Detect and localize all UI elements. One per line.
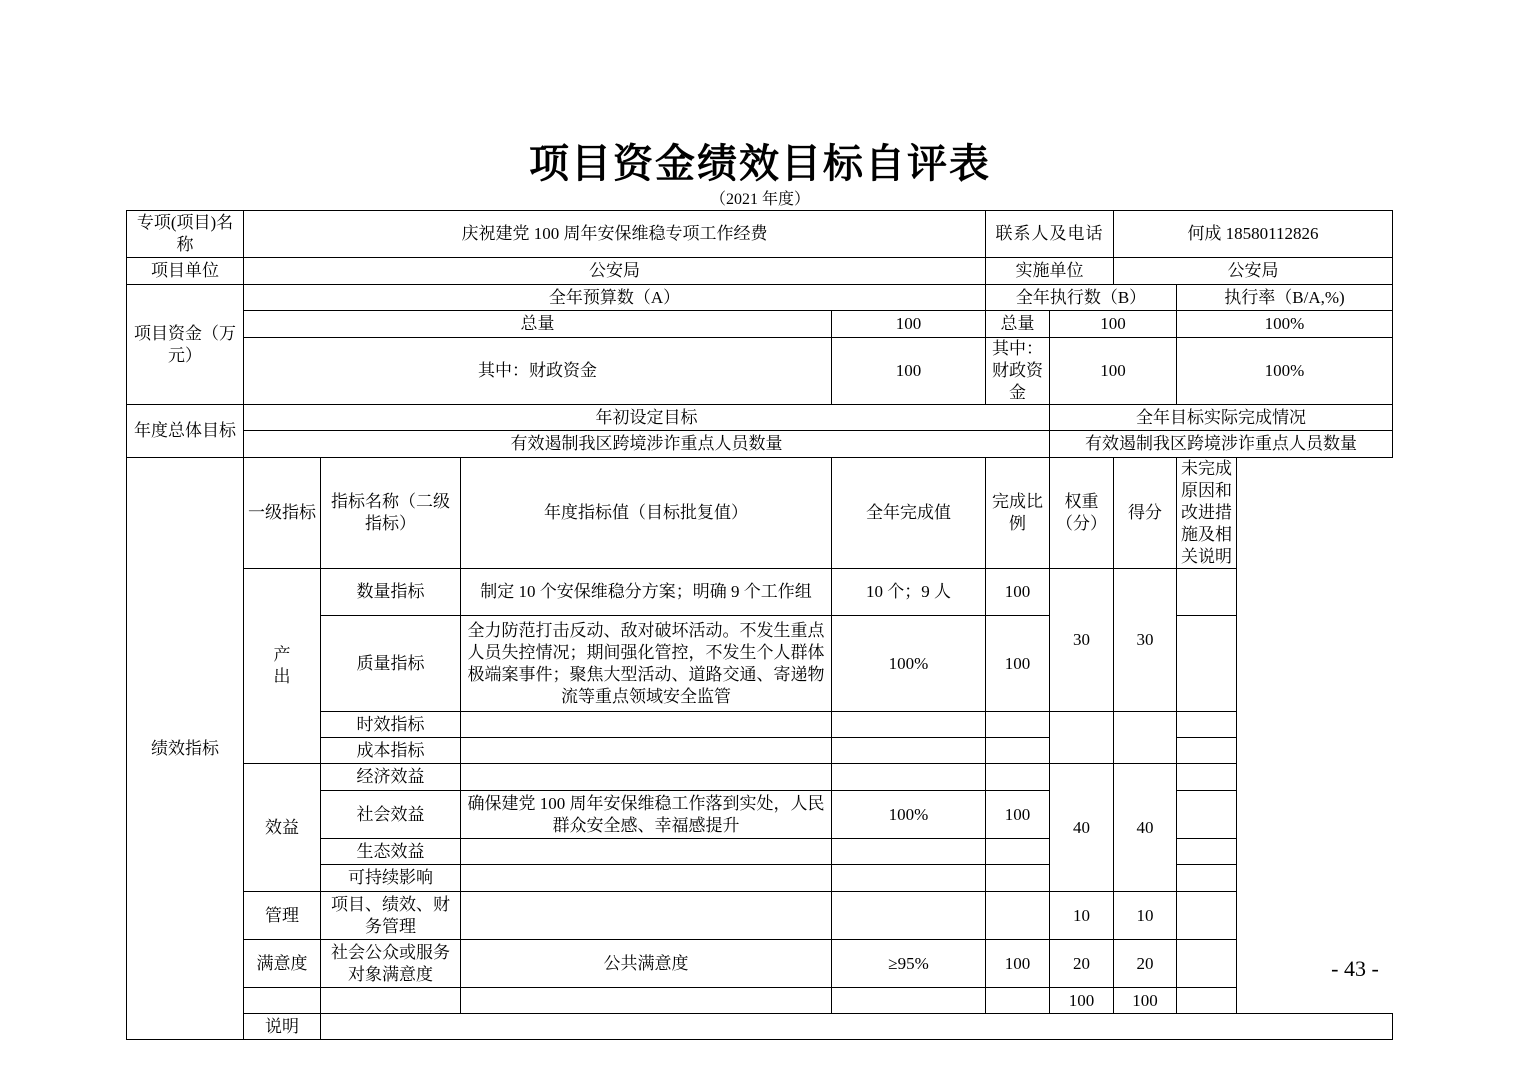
indicator-score: 20 [1114,940,1177,988]
indicator-weight: 20 [1050,940,1114,988]
indicator-ratio [986,738,1050,764]
total-score: 100 [1114,988,1177,1014]
totals-empty [321,988,461,1014]
goals-header-row [127,405,1393,431]
benefit-weight: 40 [1050,764,1114,892]
indicator-reason [1177,738,1237,764]
indicator-target [461,738,832,764]
rate-label: 执行率（B/A,%) [1177,285,1393,311]
group-output: 产出 [244,569,321,764]
header-level2: 指标名称（二级指标） [321,458,461,569]
indicator-ratio: 100 [986,940,1050,988]
exec-total-label: 总量 [986,311,1050,338]
table-row [127,892,1393,940]
indicator-score [1114,712,1177,764]
indicator-reason [1177,712,1237,738]
indicator-name: 经济效益 [321,764,461,791]
indicator-done: 100% [832,791,986,839]
page-title: 项目资金绩效目标自评表 [529,140,991,187]
group-benefit: 效益 [244,764,321,892]
header-score: 得分 [1114,458,1177,569]
totals-row [127,988,1393,1014]
goals-actual-label: 全年目标实际完成情况 [1050,405,1393,431]
project-unit-row [127,258,1393,285]
group-satisfaction: 满意度 [244,940,321,988]
table-row [127,569,1393,616]
budget-total-value: 100 [832,311,986,338]
impl-unit-label: 实施单位 [986,258,1114,285]
totals-empty [461,988,832,1014]
exec-label: 全年执行数（B） [986,285,1177,311]
indicator-name: 生态效益 [321,839,461,865]
project-name-row [127,211,1393,258]
notes-value [321,1014,1393,1040]
header-weight: 权重（分） [1050,458,1114,569]
contact-value: 何成 18580112826 [1114,211,1393,258]
funds-header-row [127,285,1393,311]
project-name-value: 庆祝建党 100 周年安保维稳专项工作经费 [244,211,986,258]
indicator-target [461,839,832,865]
table-row [127,940,1393,988]
indicator-ratio [986,865,1050,892]
indicator-target [461,892,832,940]
indicator-reason [1177,892,1237,940]
indicator-done [832,738,986,764]
totals-empty [986,988,1050,1014]
goals-set-label: 年初设定目标 [244,405,1050,431]
header-ratio: 完成比例 [986,458,1050,569]
budget-label: 全年预算数（A） [244,285,986,311]
goals-content-row [127,431,1393,458]
goals-set-value: 有效遏制我区跨境涉诈重点人员数量 [244,431,1050,458]
indicator-reason [1177,764,1237,791]
indicator-target: 全力防范打击反动、敌对破坏活动。不发生重点人员失控情况；期间强化管控，不发生个人群体极端案事件；聚焦大型活动、道路交通、寄递物流等重点领域安全监管 [461,616,832,712]
indicator-done [832,764,986,791]
impl-unit-value: 公安局 [1114,258,1393,285]
indicator-ratio: 100 [986,569,1050,616]
indicator-done: 100% [832,616,986,712]
indicator-done [832,712,986,738]
indicator-target [461,764,832,791]
notes-row [127,1014,1393,1040]
funds-total-row [127,311,1393,338]
indicator-name: 数量指标 [321,569,461,616]
perf-header-row [127,458,1393,569]
perf-label: 绩效指标 [127,458,244,1040]
indicator-done [832,892,986,940]
group-manage: 管理 [244,892,321,940]
table-row [127,764,1393,791]
output-weight: 30 [1050,569,1114,712]
indicator-reason [1177,940,1237,988]
contact-label: 联系人及电话 [986,211,1114,258]
notes-label: 说明 [244,1014,321,1040]
exec-total-value-cell: 100 [1050,311,1177,338]
indicator-ratio: 100 [986,791,1050,839]
indicator-name: 成本指标 [321,738,461,764]
indicator-ratio: 100 [986,616,1050,712]
indicator-target [461,712,832,738]
indicator-score: 10 [1114,892,1177,940]
header-done: 全年完成值 [832,458,986,569]
indicator-reason [1177,865,1237,892]
header-target: 年度指标值（目标批复值） [461,458,832,569]
total-weight: 100 [1050,988,1114,1014]
indicator-ratio [986,764,1050,791]
totals-empty [1177,988,1237,1014]
indicator-name: 质量指标 [321,616,461,712]
indicator-ratio [986,712,1050,738]
indicator-name: 时效指标 [321,712,461,738]
indicator-ratio [986,839,1050,865]
header-reason: 未完成原因和改进措施及相关说明 [1177,458,1237,569]
header-level1: 一级指标 [244,458,321,569]
goals-label: 年度总体目标 [127,405,244,458]
indicator-done: ≥95% [832,940,986,988]
rate-fiscal-value: 100% [1177,338,1393,405]
indicator-name: 项目、绩效、财务管理 [321,892,461,940]
funds-label: 项目资金（万元） [127,285,244,405]
indicator-reason [1177,569,1237,616]
indicator-target [461,865,832,892]
exec-fiscal-value: 100 [1050,338,1177,405]
indicator-weight: 10 [1050,892,1114,940]
project-name-label: 专项(项目)名称 [127,211,244,258]
indicator-reason [1177,839,1237,865]
indicator-target: 公共满意度 [461,940,832,988]
funds-fiscal-row [127,338,1393,405]
project-unit-value: 公安局 [244,258,986,285]
output-score: 30 [1114,569,1177,712]
indicator-weight [1050,712,1114,764]
goals-actual-value: 有效遏制我区跨境涉诈重点人员数量 [1050,431,1393,458]
indicator-ratio [986,892,1050,940]
year-subtitle: （2021 年度） [709,191,810,208]
project-unit-label: 项目单位 [127,258,244,285]
budget-fiscal-value: 100 [832,338,986,405]
indicator-reason [1177,791,1237,839]
indicator-target: 确保建党 100 周年安保维稳工作落到实处，人民群众安全感、幸福感提升 [461,791,832,839]
indicator-done [832,865,986,892]
indicator-target: 制定 10 个安保维稳分方案；明确 9 个工作组 [461,569,832,616]
totals-empty [244,988,321,1014]
budget-total-label: 总量 [244,311,832,338]
budget-fiscal-label: 其中：财政资金 [244,338,832,405]
indicator-name: 可持续影响 [321,865,461,892]
totals-empty [832,988,986,1014]
exec-fiscal-label: 其中：财政资金 [986,338,1050,405]
indicator-name: 社会公众或服务对象满意度 [321,940,461,988]
indicator-done: 10 个；9 人 [832,569,986,616]
indicator-reason [1177,616,1237,712]
indicator-done [832,839,986,865]
benefit-score: 40 [1114,764,1177,892]
page-number: - 43 - [1331,956,1379,981]
evaluation-table [126,210,1393,1040]
rate-total-value: 100% [1177,311,1393,338]
indicator-name: 社会效益 [321,791,461,839]
